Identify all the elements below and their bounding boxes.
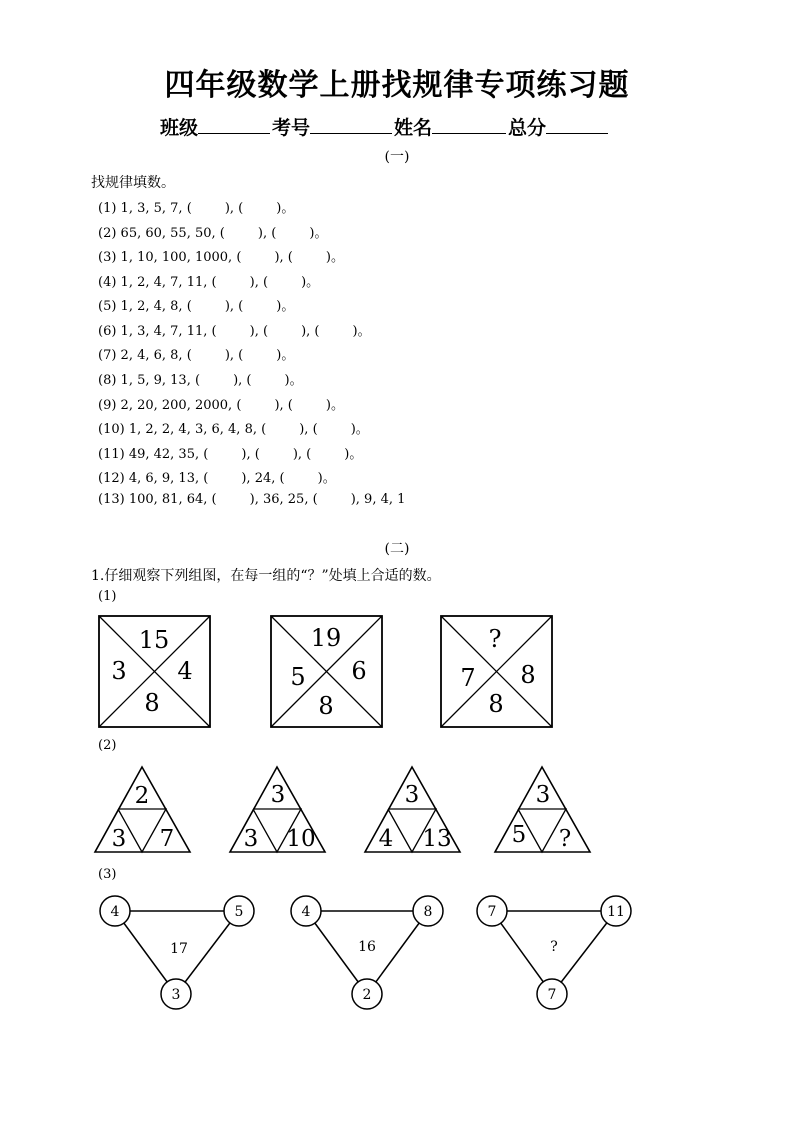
square-figure-2 [271,616,383,728]
circle-triangle-figure-3 [476,894,634,1012]
square-figure-3 [441,616,553,728]
circle-bottom-number: 2 [362,987,372,1003]
square-bottom-number: 8 [488,690,504,718]
circle-left-number: 7 [487,904,497,920]
triangle-right-number: ? [558,826,572,852]
triangle-right-number: 7 [159,826,175,852]
square-left-number: 7 [460,664,476,692]
section-2-heading: (二) [384,541,410,557]
triangle-left-number: 4 [378,826,394,852]
square-top-number: 15 [138,626,170,654]
circle-left-number: 4 [110,904,120,920]
score-blank [546,114,608,134]
sequence-line: (3) 1, 10, 100, 1000, ( ), ( )。 [98,250,344,265]
triangle-right-number: 10 [286,826,316,852]
triangle-figure-2 [230,766,326,854]
score-label: 总分 [508,117,547,139]
class-blank [198,114,270,134]
class-label: 班级 [160,117,199,139]
circle-bottom-number: 7 [547,987,557,1003]
sequence-line: (2) 65, 60, 55, 50, ( ), ( )。 [98,226,328,241]
sequence-line: (8) 1, 5, 9, 13, ( ), ( )。 [98,373,303,388]
triangle-top-number: 2 [134,783,150,809]
name-blank [432,114,506,134]
part-1-label: (1) [98,589,117,604]
sequence-line: (7) 2, 4, 6, 8, ( ), ( )。 [98,348,295,363]
circle-right-number: 11 [607,904,625,920]
triangle-figure-3 [365,766,461,854]
name-label: 姓名 [394,117,433,139]
exam-no-blank [310,114,392,134]
circle-right-number: 5 [234,904,244,920]
sequence-line: (13) 100, 81, 64, ( ), 36, 25, ( ), 9, 4, 1 [98,492,406,507]
triangle-top-number: 3 [535,782,551,808]
circle-right-number: 8 [423,904,433,920]
square-bottom-number: 8 [318,692,334,720]
sequence-line: (6) 1, 3, 4, 7, 11, ( ), ( ), ( )。 [98,324,371,339]
sequence-line: (10) 1, 2, 2, 4, 3, 6, 4, 8, ( ), ( )。 [98,422,369,437]
square-bottom-number: 8 [144,689,160,717]
square-right-number: 8 [520,661,536,689]
section-2-instruction: 1.仔细观察下列组图，在每一组的“？”处填上合适的数。 [91,568,441,584]
section-1-heading: (一) [384,149,410,165]
triangle-right-number: 13 [422,826,452,852]
circle-triangle-figure-2 [290,894,448,1012]
triangle-left-number: 5 [511,822,527,848]
square-right-number: 4 [177,657,193,685]
circle-left-number: 4 [301,904,311,920]
square-left-number: 5 [290,663,306,691]
triangle-left-number: 3 [243,826,259,852]
circle-triangle-figure-1 [99,894,257,1012]
triangle-figure-1 [95,766,191,854]
sequence-line: (9) 2, 20, 200, 2000, ( ), ( )。 [98,398,344,413]
sequence-line: (11) 49, 42, 35, ( ), ( ), ( )。 [98,447,363,462]
triangle-center-number: 16 [358,939,376,955]
triangle-figure-4 [495,766,591,854]
exam-no-label: 考号 [272,117,311,139]
section-1-instruction: 找规律填数。 [91,175,175,191]
square-left-number: 3 [111,657,127,685]
triangle-top-number: 3 [404,782,420,808]
square-figure-1 [99,616,211,728]
sequence-line: (4) 1, 2, 4, 7, 11, ( ), ( )。 [98,275,320,290]
circle-bottom-number: 3 [171,987,181,1003]
triangle-center-number: ? [550,939,558,955]
square-top-number: 19 [310,624,342,652]
sequence-line: (1) 1, 3, 5, 7, ( ), ( )。 [98,201,295,216]
triangle-center-number: 17 [170,941,188,957]
triangle-left-number: 3 [111,826,127,852]
part-2-label: (2) [98,738,117,753]
sequence-line: (12) 4, 6, 9, 13, ( ), 24, ( )。 [98,471,336,486]
square-top-number: ? [488,625,502,653]
part-3-label: (3) [98,867,117,882]
sequence-line: (5) 1, 2, 4, 8, ( ), ( )。 [98,299,295,314]
page-title: 四年级数学上册找规律专项练习题 [164,68,630,103]
square-right-number: 6 [351,657,367,685]
triangle-top-number: 3 [270,782,286,808]
student-info-line [160,113,610,140]
